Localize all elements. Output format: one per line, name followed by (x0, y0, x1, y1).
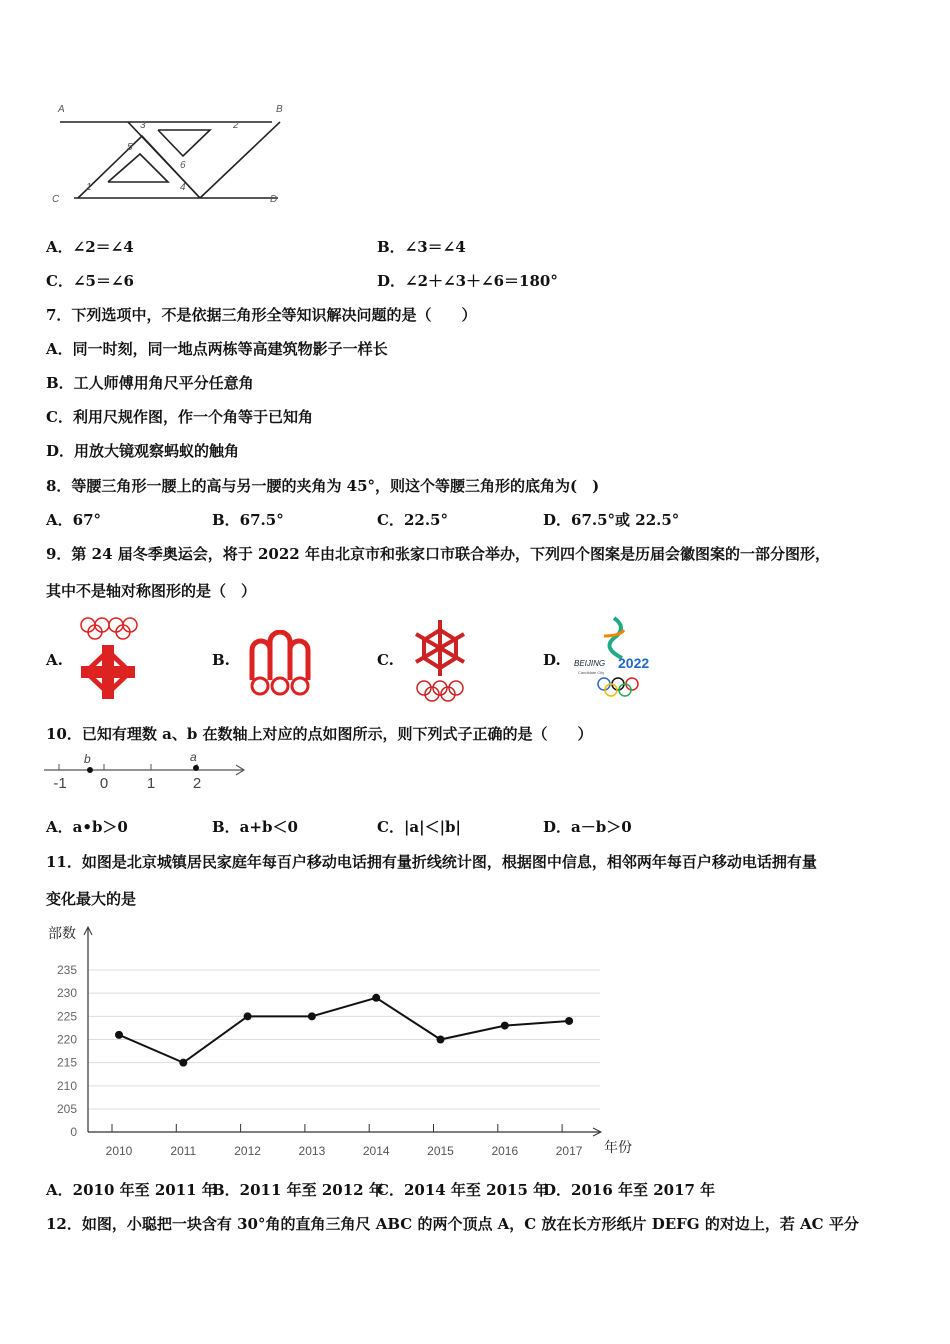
q10-stem: 10．已知有理数 a、b 在数轴上对应的点如图所示，则下列式子正确的是（ ） (46, 725, 593, 743)
y-tick-label: 215 (56, 1055, 77, 1070)
angle-1: 1 (86, 182, 92, 193)
data-point (115, 1031, 123, 1039)
q6-option-d[interactable]: D．∠2＋∠3＋∠6＝180° (377, 272, 558, 290)
y-tick-label: 230 (56, 986, 77, 1001)
svg-text:Candidate City: Candidate City (578, 670, 605, 675)
data-point (565, 1017, 573, 1025)
angle-4: 4 (180, 182, 186, 193)
q10-option-c[interactable]: C．|a|＜|b| (377, 818, 461, 836)
q8-stem: 8．等腰三角形一腰上的高与另一腰的夹角为 45°，则这个等腰三角形的底角为( ) (46, 477, 600, 495)
q8-option-d[interactable]: D．67.5°或 22.5° (543, 511, 680, 529)
label-B: B (276, 104, 283, 115)
data-point (308, 1012, 316, 1020)
x-axis-label: 年份 (604, 1139, 632, 1155)
angle-5: 5 (127, 142, 133, 153)
y-axis-label: 部数 (48, 925, 76, 941)
q9-option-a[interactable]: A. (46, 651, 63, 669)
label-A: A (58, 104, 65, 115)
svg-text:2022: 2022 (618, 655, 650, 671)
svg-text:BEIJING: BEIJING (574, 659, 606, 668)
sarajevo-logo (76, 615, 140, 701)
x-tick-label: 2014 (362, 1144, 390, 1158)
q11-option-a[interactable]: A．2010 年至 2011 年 (46, 1181, 217, 1199)
q12-stem: 12．如图，小聪把一块含有 30°角的直角三角尺 ABC 的两个顶点 A，C 放在长方形纸片 DEFG 的对边上，若 AC 平分 (46, 1215, 859, 1233)
q8-option-b[interactable]: B．67.5° (212, 511, 284, 529)
tick-label: -1 (53, 775, 67, 792)
q7-option-d[interactable]: D．用放大镜观察蚂蚁的触角 (46, 442, 240, 460)
point-a (193, 765, 199, 771)
data-point (179, 1059, 187, 1067)
tick-label: 1 (146, 775, 156, 792)
y-tick-label: 235 (56, 963, 77, 977)
y-tick-label: 220 (56, 1032, 77, 1047)
q6-option-b[interactable]: B．∠3＝∠4 (377, 238, 466, 256)
x-tick-label: 2015 (427, 1144, 454, 1158)
y-tick-label: 225 (56, 1009, 77, 1024)
x-tick-label: 2016 (491, 1144, 519, 1158)
x-tick-label: 2013 (298, 1144, 326, 1158)
q8-option-c[interactable]: C．22.5° (377, 511, 448, 529)
q11-stem-line1: 11．如图是北京城镇居民家庭年每百户移动电话拥有量折线统计图，根据图中信息，相邻两年每百户移动电话拥有量 (46, 853, 817, 871)
q9-stem-line1: 9．第 24 届冬季奥运会，将于 2022 年由北京市和张家口市联合举办，下列四个图案是历届会徽图案的一部分图形， (46, 545, 830, 563)
label-b: b (84, 752, 91, 766)
angle-6: 6 (180, 160, 186, 171)
q7-stem: 7．下列选项中，不是依据三角形全等知识解决问题的是（ ） (46, 306, 477, 324)
tick-label: 2 (192, 775, 202, 792)
angle-2: 2 (233, 120, 239, 131)
y-tick-label: 0 (70, 1125, 77, 1139)
data-point (244, 1012, 252, 1020)
data-point (372, 994, 380, 1002)
y-tick-label: 205 (56, 1102, 77, 1116)
label-D: D (270, 194, 278, 205)
x-tick-label: 2011 (170, 1144, 197, 1158)
q8-option-a[interactable]: A．67° (46, 511, 102, 529)
montreal-logo (244, 630, 316, 700)
x-tick-label: 2017 (555, 1144, 583, 1158)
q9-option-c[interactable]: C. (377, 651, 394, 669)
x-tick-label: 2010 (105, 1144, 133, 1158)
beijing-2022-logo (574, 614, 660, 700)
tick-label: 0 (99, 775, 109, 792)
q7-option-a[interactable]: A．同一时刻，同一地点两栋等高建筑物影子一样长 (46, 340, 388, 358)
q10-option-b[interactable]: B．a+b＜0 (212, 818, 298, 836)
q6-option-c[interactable]: C．∠5＝∠6 (46, 272, 134, 290)
calgary-logo (410, 618, 470, 702)
q9-stem-line2: 其中不是轴对称图形的是（ ） (46, 582, 257, 600)
q11-option-d[interactable]: D．2016 年至 2017 年 (543, 1181, 716, 1199)
x-tick-label: 2012 (234, 1144, 261, 1158)
q9-option-b[interactable]: B. (212, 651, 230, 669)
number-line (40, 748, 250, 794)
q10-option-d[interactable]: D．a－b＞0 (543, 818, 632, 836)
q11-stem-line2: 变化最大的是 (46, 890, 137, 908)
label-a: a (190, 750, 197, 764)
q9-option-d[interactable]: D. (543, 651, 561, 669)
q7-option-b[interactable]: B．工人师傅用角尺平分任意角 (46, 374, 254, 392)
q10-option-a[interactable]: A．a•b＞0 (46, 818, 128, 836)
q11-option-c[interactable]: C．2014 年至 2015 年 (377, 1181, 549, 1199)
point-b (87, 767, 93, 773)
y-tick-label: 210 (56, 1078, 77, 1093)
q11-option-b[interactable]: B．2011 年至 2012 年 (212, 1181, 384, 1199)
data-point (437, 1036, 445, 1044)
series-line (119, 998, 569, 1063)
q6-option-a[interactable]: A．∠2＝∠4 (46, 238, 134, 256)
label-C: C (52, 194, 60, 205)
data-point (501, 1022, 509, 1030)
q7-option-c[interactable]: C．利用尺规作图，作一个角等于已知角 (46, 408, 313, 426)
q6-figure (50, 98, 290, 210)
angle-3: 3 (140, 120, 146, 131)
